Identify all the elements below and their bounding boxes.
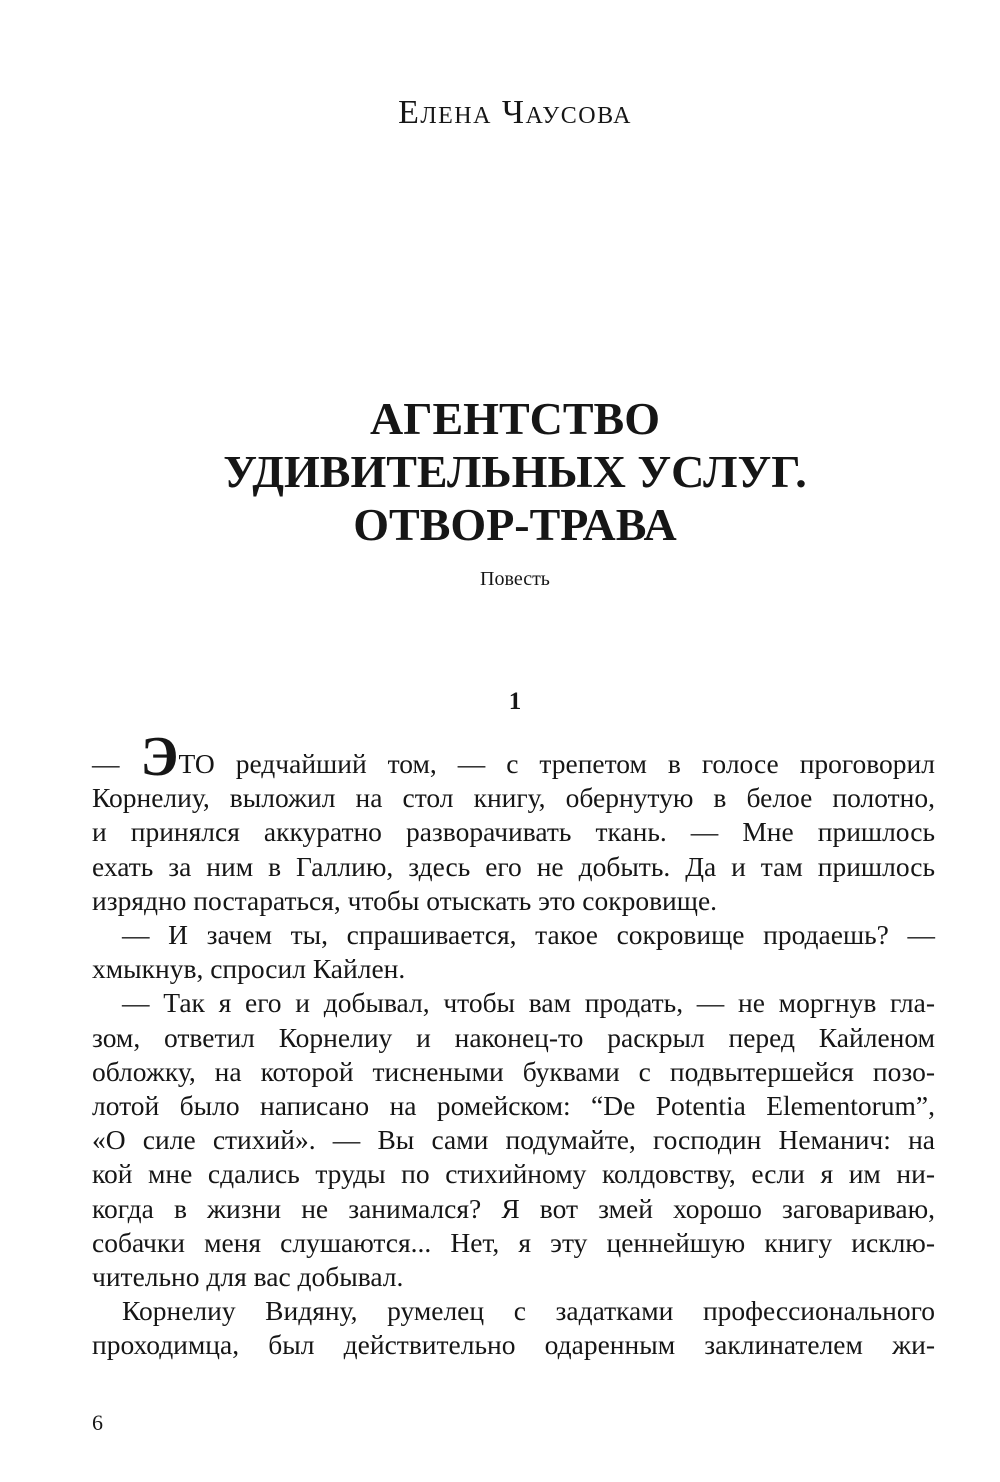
dropcap-dash: — — [92, 748, 120, 779]
text-line: чительно для вас добывал. — [92, 1261, 404, 1293]
text-line — [92, 726, 935, 788]
text-line: «О силе стихий». — Вы сами подумайте, господин Неманич: на — [92, 1124, 935, 1156]
text-line: обложку, на которой тиснеными буквами с подвытершейся позо- — [92, 1055, 935, 1087]
author-name: Елена Чаусова — [398, 94, 632, 131]
chapter-number: 1 — [508, 688, 522, 715]
text-line: собачки меня слушаются... Нет, я эту ценнейшую книгу исклю- — [92, 1226, 935, 1258]
text-line: Корнелиу Видяну, румелец с задатками профессионального — [122, 1295, 935, 1327]
dropcap-letter: Э — [140, 726, 179, 788]
title-line: АГЕНТСТВО — [370, 393, 660, 444]
story-title — [0, 392, 1000, 551]
text-line: ехать за ним в Галлию, здесь его не добыть. Да и там пришлось — [92, 850, 935, 882]
text-line: и принялся аккуратно разворачивать ткань. — Мне пришлось — [92, 816, 935, 848]
genre-subtitle: Повесть — [480, 568, 550, 590]
text-line: зом, ответил Корнелиу и наконец-то раскрыл перед Кайленом — [92, 1021, 935, 1053]
title-line: ОТВОР-ТРАВА — [353, 499, 677, 550]
text-line-content: ТО редчайший том, — с трепетом в голосе проговорил — [178, 748, 935, 779]
text-line: лотой было написано на ромейском: “De Potentia Elementorum”, — [92, 1090, 935, 1122]
text-line: изрядно постараться, чтобы отыскать это сокровище. — [92, 884, 718, 916]
title-line: УДИВИТЕЛЬНЫХ УСЛУГ. — [223, 446, 807, 497]
page-number: 6 — [92, 1410, 103, 1435]
body-text — [92, 726, 935, 1363]
text-line: — Так я его и добывал, чтобы вам продать, — не моргнув гла- — [122, 987, 935, 1019]
text-line: проходимца, был действительно одаренным заклинателем жи- — [92, 1329, 935, 1361]
text-line: хмыкнув, спросил Кайлен. — [92, 953, 406, 985]
text-line: когда в жизни не занимался? Я вот змей хорошо заговариваю, — [92, 1192, 935, 1224]
text-line: кой мне сдались труды по стихийному колдовству, если я им ни- — [92, 1158, 935, 1190]
text-line: Корнелиу, выложил на стол книгу, обернутую в белое полотно, — [92, 782, 935, 814]
text-line: — И зачем ты, спрашивается, такое сокровище продаешь? — — [122, 919, 935, 951]
